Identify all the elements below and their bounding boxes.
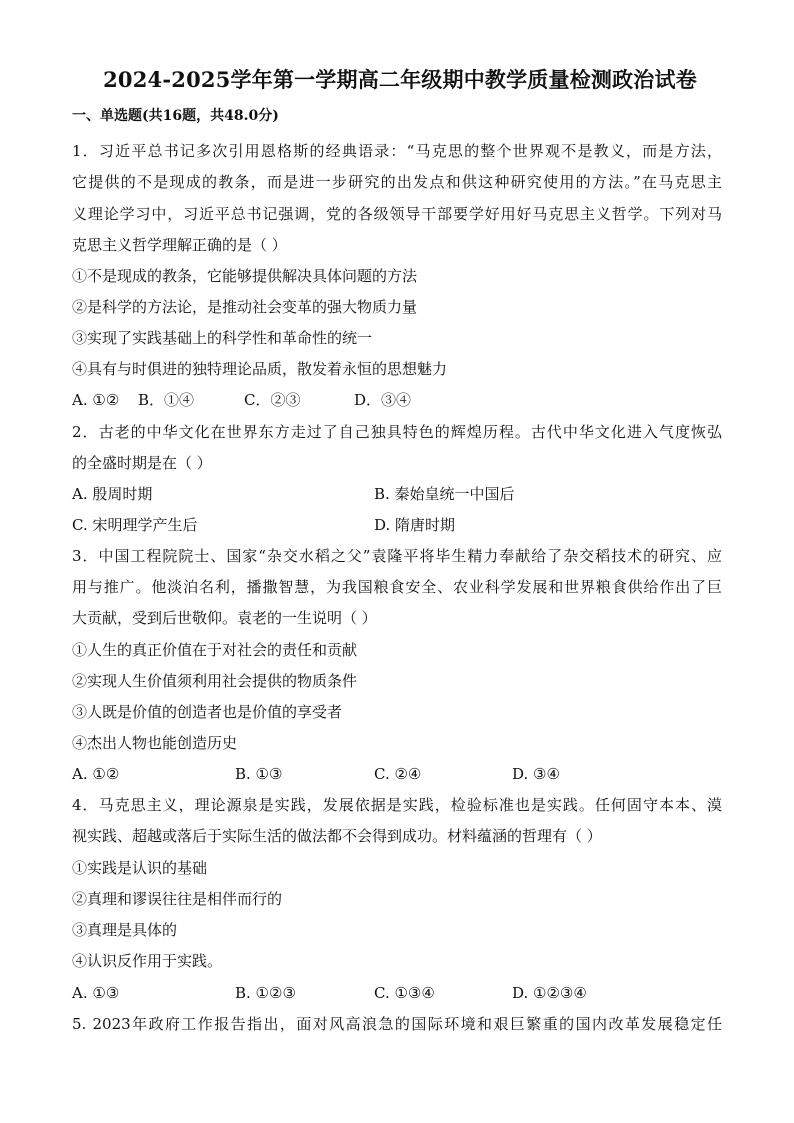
question-4-option-d: D. ①②③④ — [512, 984, 587, 1002]
question-1-option-c: C．②③ — [244, 391, 301, 409]
question-2-option-a: A. 殷周时期 — [72, 485, 153, 503]
question-1-line-2: 它提供的不是现成的教条，而是进一步研究的出发点和供这种研究使用的方法。”在马克思主 — [72, 173, 722, 191]
question-1-line-1: 1．习近平总书记多次引用恩格斯的经典语录：“马克思的整个世界观不是教义，而是方法， — [72, 142, 722, 160]
question-4-option-a: A. ①③ — [72, 984, 120, 1002]
question-3-line-3: 大贡献，受到后世敬仰。袁老的一生说明（ ） — [72, 609, 377, 627]
question-2-line-2: 的全盛时期是在（ ） — [72, 454, 212, 472]
question-4-item-3: ③真理是具体的 — [72, 921, 178, 939]
question-3-item-2: ②实现人生价值须利用社会提供的物质条件 — [72, 672, 358, 690]
question-1-item-4: ④具有与时俱进的独特理论品质，散发着永恒的思想魅力 — [72, 360, 448, 378]
question-4-item-1: ①实践是认识的基础 — [72, 859, 208, 877]
question-1-option-b: B．①④ — [138, 391, 195, 409]
section-heading: 一、单选题(共16题，共48.0分) — [72, 108, 279, 124]
question-2-option-c: C. 宋明理学产生后 — [72, 516, 198, 534]
question-3-item-4: ④杰出人物也能创造历史 — [72, 734, 238, 752]
question-3-option-c: C. ②④ — [374, 765, 422, 783]
page-title: 2024-2025学年第一学期高二年级期中教学质量检测政治试卷 — [103, 67, 697, 92]
question-1-item-3: ③实现了实践基础上的科学性和革命性的统一 — [72, 329, 373, 347]
question-1-option-d: D．③④ — [354, 391, 412, 409]
question-4-line-2: 视实践、超越或落后于实际生活的做法都不会得到成功。材料蕴涵的哲理有（ ） — [72, 827, 602, 845]
question-5-line-1: 5. 2023年政府工作报告指出，面对风高浪急的国际环境和艰巨繁重的国内改革发展稳定任 — [72, 1015, 722, 1033]
question-2-line-1: 2．古老的中华文化在世界东方走过了自己独具特色的辉煌历程。古代中华文化进入气度恢弘 — [72, 423, 722, 441]
question-4-item-2: ②真理和谬误往往是相伴而行的 — [72, 890, 283, 908]
question-3-option-d: D. ③④ — [512, 765, 560, 783]
question-4-line-1: 4．马克思主义，理论源泉是实践，发展依据是实践，检验标准也是实践。任何固守本本、漠 — [72, 796, 722, 814]
question-3-line-1: 3．中国工程院院士、国家“杂交水稻之父”袁隆平将毕生精力奉献给了杂交稻技术的研究、应 — [72, 547, 722, 565]
question-1-line-3: 义理论学习中，习近平总书记强调，党的各级领导干部要学好用好马克思主义哲学。下列对马 — [72, 205, 722, 223]
question-1-item-2: ②是科学的方法论，是推动社会变革的强大物质力量 — [72, 298, 418, 316]
question-4-option-b: B. ①②③ — [235, 984, 296, 1002]
question-2-option-d: D. 隋唐时期 — [374, 516, 456, 534]
question-3-option-b: B. ①③ — [235, 765, 283, 783]
question-4-item-4: ④认识反作用于实践。 — [72, 952, 223, 970]
question-3-line-2: 用与推广。他淡泊名利，播撒智慧，为我国粮食安全、农业科学发展和世界粮食供给作出了巨 — [72, 578, 722, 596]
question-1-item-1: ①不是现成的教条，它能够提供解决具体问题的方法 — [72, 267, 418, 285]
question-3-option-a: A. ①② — [72, 765, 120, 783]
question-2-option-b: B. 秦始皇统一中国后 — [374, 485, 515, 503]
question-3-item-3: ③人既是价值的创造者也是价值的享受者 — [72, 703, 343, 721]
question-3-item-1: ①人生的真正价值在于对社会的责任和贡献 — [72, 641, 358, 659]
question-1-line-4: 克思主义哲学理解正确的是（ ） — [72, 236, 287, 254]
question-4-option-c: C. ①③④ — [374, 984, 435, 1002]
question-1-option-a: A. ①② — [72, 391, 120, 409]
